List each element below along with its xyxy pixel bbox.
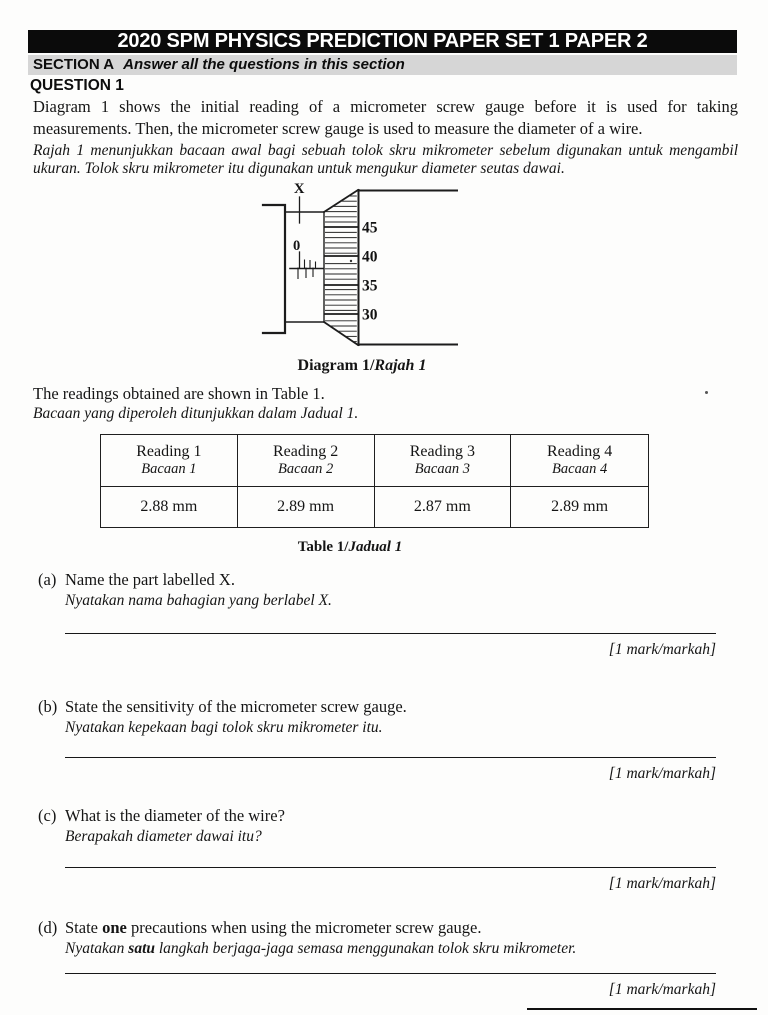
reading-label-en: Reading 3 [409,443,476,460]
part-text-ms: Nyatakan satu langkah berjaga-jaga semasa menggunakan tolok skru mikrometer. [65,940,577,957]
micrometer-diagram [250,182,465,352]
exam-title: 2020 SPM PHYSICS PREDICTION PAPER SET 1 PAPER 2 [117,30,648,52]
part-label: (c) [38,806,57,825]
thimble-scale-number: 40 [362,248,378,266]
table-value-cell: 2.88 mm [101,487,238,527]
thimble-scale-number: 30 [362,306,378,324]
part-label: (b) [38,697,58,716]
reading-label-ms: Bacaan 1 [141,461,197,477]
thimble-scale-number: 45 [362,219,378,237]
table-caption [70,539,630,556]
answer-line [65,757,716,758]
part-text-en: Name the part labelled X. [65,570,235,589]
reading-label-en: Reading 1 [136,443,202,460]
answer-line [65,867,716,868]
table-value-cell: 2.89 mm [551,498,609,515]
part-text-en: What is the diameter of the wire? [65,806,285,825]
table-caption-italic: Jadual 1 [348,539,403,555]
part-text-ms: Nyatakan kepekaan bagi tolok skru mikrometer itu. [65,719,383,736]
part-text-ms: Berapakah diameter dawai itu? [65,828,262,845]
question-intro [33,96,738,178]
readings-intro [33,384,738,423]
part-text-ms: Nyatakan nama bahagian yang berlabel X. [65,592,332,609]
answer-line [65,633,716,634]
zero-label: 0 [293,238,301,254]
diagram-caption-italic: Rajah 1 [374,357,427,374]
mark-label: [1 mark/markah] [608,765,716,782]
diagram-caption [252,357,472,375]
mark-label: [1 mark/markah] [608,875,716,892]
frame-bracket [263,205,285,333]
bevel-bottom-slope [324,322,358,345]
table-header-cell [238,435,375,487]
question-part-c [38,806,716,892]
mark-label: [1 mark/markah] [608,641,716,658]
main-scale-lower-ticks [298,268,313,279]
reading-label-ms: Bacaan 2 [278,461,334,477]
intro-paragraph-en: Diagram 1 shows the initial reading of a micrometer screw gauge before it is used for taking measurements. Then, the micrometer screw gauge is used to measure the diameter of a wire. [33,97,738,138]
thimble-scale-number: 35 [362,277,378,295]
question-part-d [38,918,716,998]
answer-line [65,973,716,974]
page-bottom-line [527,1008,757,1010]
part-text-en: State the sensitivity of the micrometer screw gauge. [65,697,407,716]
table-value-cell: 2.87 mm [375,487,512,527]
question-part-b [38,697,716,782]
exam-title-bar [28,30,737,53]
reading-label-en: Reading 2 [272,443,339,460]
readings-text-en: The readings obtained are shown in Table 1. [33,384,325,403]
table-header-cell [375,435,512,487]
readings-text-ms: Bacaan yang diperoleh ditunjukkan dalam Jadual 1. [33,405,359,422]
main-scale-upper-ticks [305,260,316,268]
table-header-cell [511,435,648,487]
section-instruction: Answer all the questions in this section [123,56,405,73]
section-label: SECTION A [33,56,115,73]
reading-label-ms: Bacaan 4 [552,461,608,477]
reading-label-ms: Bacaan 3 [414,461,470,477]
part-label: (d) [38,918,58,937]
thimble-graduations [324,196,378,342]
question-number: QUESTION 1 [30,77,124,94]
readings-table [100,434,649,528]
diagram-caption-main: Diagram 1/ [297,357,375,374]
intro-paragraph-ms: Rajah 1 menunjukkan bacaan awal bagi sebuah tolok skru mikrometer sebelum digunakan untuk mengambil ukuran. Tolok skru mikrometer itu digunakan untuk mengukur diameter seutas dawai. [33,142,738,177]
scan-dot [350,260,352,262]
table-header-cell [101,435,238,487]
table-value-cell: 2.89 mm [238,487,375,527]
x-label: X [294,182,305,197]
part-label: (a) [38,570,57,589]
reading-label-en: Reading 4 [546,443,613,460]
table-caption-main: Table 1/ [297,539,349,555]
part-text-en: State one precautions when using the micrometer screw gauge. [65,918,482,937]
mark-label: [1 mark/markah] [608,981,716,998]
scan-speck [705,391,708,394]
section-bar [28,55,737,75]
question-part-a [38,570,716,658]
